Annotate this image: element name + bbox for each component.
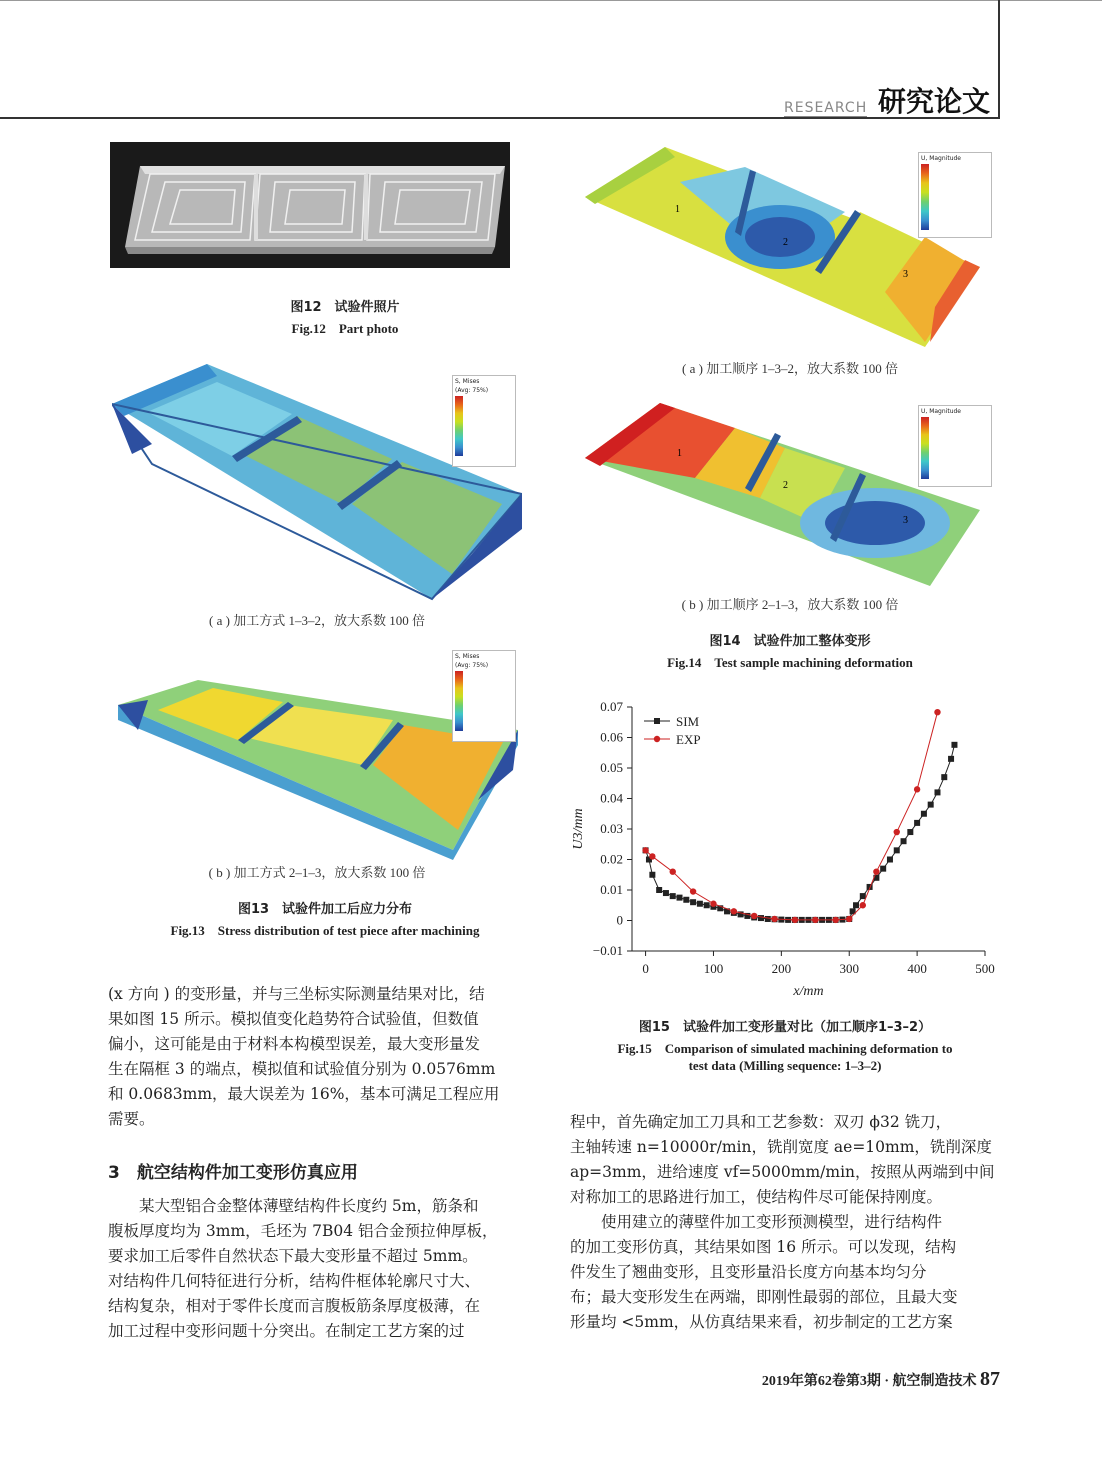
data-point-sim — [934, 789, 940, 795]
y-tick-label: 0.05 — [600, 760, 623, 775]
fig14b-legend-title: U, Magnitude — [921, 408, 961, 415]
data-point-sim — [887, 857, 893, 863]
y-tick-label: 0.02 — [600, 851, 623, 867]
body-right-line: 形量均 <5mm，从仿真结果来看，初步制定的工艺方案 — [570, 1313, 953, 1331]
data-point-sim — [683, 897, 689, 903]
data-point-exp — [792, 917, 798, 923]
x-tick-label: 100 — [703, 961, 724, 976]
fig14a-label-1: 1 — [675, 204, 680, 215]
data-point-sim — [894, 847, 900, 853]
fig14b-subcaption: ( b ) 加工顺序 2–1–3，放大系数 100 倍 — [681, 597, 899, 612]
fig14b-label-3: 3 — [903, 515, 908, 526]
data-point-exp — [812, 917, 818, 923]
data-point-sim — [853, 902, 859, 908]
body-left-line: 和 0.0683mm，最大误差为 16%，基本可满足工程应用 — [108, 1085, 500, 1103]
data-point-exp — [873, 869, 879, 875]
fig15-chart-svg — [560, 695, 1010, 1000]
data-point-sim — [941, 774, 947, 780]
data-point-exp — [670, 869, 676, 875]
y-tick-label: −0.01 — [592, 943, 623, 958]
y-tick-label: 0.01 — [600, 882, 623, 897]
body-right-text — [570, 1110, 1002, 1335]
footer-journal: 2019年第62卷第3期 · 航空制造技术 — [761, 1374, 977, 1389]
x-tick-label: 200 — [771, 961, 792, 976]
x-tick-label: 400 — [907, 961, 927, 976]
data-point-sim — [649, 872, 655, 878]
fig13-caption-en: Fig.13 Stress distribution of test piece after machining — [170, 923, 480, 938]
data-point-sim — [690, 899, 696, 905]
data-point-exp — [731, 908, 737, 914]
data-point-sim — [880, 866, 886, 872]
data-point-sim — [914, 820, 920, 826]
legend-label-sim: SIM — [676, 714, 700, 729]
data-point-exp — [710, 901, 716, 907]
fig12-photo — [110, 142, 510, 268]
section3-line: 某大型铝合金整体薄壁结构件长度约 5m，筋条和 — [108, 1197, 479, 1215]
y-tick-label: 0.07 — [600, 699, 623, 714]
y-tick-label: 0.06 — [600, 729, 623, 745]
data-point-sim — [663, 890, 669, 896]
header-research-label: RESEARCH — [784, 100, 868, 116]
data-point-sim — [677, 895, 683, 901]
data-point-sim — [704, 902, 710, 908]
top-border — [0, 0, 1102, 1]
x-tick-label: 500 — [975, 961, 995, 976]
data-point-sim — [860, 893, 866, 899]
fig13a-legend — [452, 375, 516, 467]
data-point-sim — [670, 893, 676, 899]
fig14a-label-2: 2 — [783, 237, 788, 248]
fig13a-subcaption: ( a ) 加工方式 1–3–2，放大系数 100 倍 — [209, 613, 425, 628]
fig14a-label-3: 3 — [903, 269, 908, 280]
legend-marker-sim — [654, 718, 660, 724]
section3-line: 腹板厚度均为 3mm，毛坯为 7B04 铝合金预拉伸厚板， — [108, 1222, 498, 1240]
data-point-sim — [765, 916, 771, 922]
y-tick-label: 0 — [616, 912, 623, 928]
section3-line: 加工过程中变形问题十分突出。在制定工艺方案的过 — [108, 1322, 465, 1340]
fig13b-legend-colorbar — [455, 671, 463, 731]
y-tick-label: 0.04 — [600, 790, 623, 806]
body-right-line: 件发生了翘曲变形，且变形量沿长度方向基本均匀分 — [570, 1263, 927, 1281]
x-axis-label: x/mm — [793, 984, 824, 999]
data-point-exp — [649, 853, 655, 859]
fig14a-legend-colorbar — [921, 164, 929, 230]
body-right-line: ap=3mm，进给速度 vf=5000mm/min，按照从两端到中间 — [570, 1163, 995, 1181]
data-point-exp — [751, 913, 757, 919]
body-right-line: 主轴转速 n=10000r/min，铣削宽度 ae=10mm，铣削深度 — [570, 1138, 992, 1156]
fig14b-legend — [918, 405, 992, 487]
page-footer — [710, 1368, 1000, 1391]
data-point-sim — [921, 811, 927, 817]
fig13b-legend-title: S, Mises — [455, 653, 480, 660]
body-left-text — [108, 982, 548, 1132]
fig15-caption-en-1: Fig.15 Comparison of simulated machining deformation to — [617, 1041, 953, 1056]
header-rule — [0, 117, 1000, 119]
data-point-exp — [894, 829, 900, 835]
fig13a-legend-title: S, Mises — [455, 378, 480, 385]
data-point-exp — [771, 916, 777, 922]
fig12-caption-cn: 图12 试验件照片 — [290, 300, 400, 315]
data-point-sim — [907, 829, 913, 835]
header-rule-vertical — [998, 0, 1000, 119]
section3-heading: 3 航空结构件加工变形仿真应用 — [108, 1163, 358, 1183]
data-point-exp — [934, 709, 940, 715]
data-point-exp — [860, 902, 866, 908]
data-point-exp — [846, 916, 852, 922]
y-axis-label: U3/mm — [571, 808, 586, 850]
body-left-line: 偏小，这可能是由于材料本构模型误差，最大变形量发 — [108, 1035, 481, 1053]
fig13b-subcaption: ( b ) 加工方式 2–1–3，放大系数 100 倍 — [208, 865, 426, 880]
fig14a-legend-title: U, Magnitude — [921, 155, 961, 162]
legend-marker-exp — [654, 736, 660, 742]
x-tick-label: 300 — [839, 961, 859, 976]
body-right-line: 的加工变形仿真，其结果如图 16 所示。可以发现，结构 — [570, 1238, 957, 1256]
body-left-line: 需要。 — [108, 1110, 155, 1128]
data-point-exp — [914, 786, 920, 792]
fig14a-subcaption: ( a ) 加工顺序 1–3–2，放大系数 100 倍 — [682, 361, 898, 376]
fig15-caption-en-2: test data (Milling sequence: 1–3–2) — [688, 1058, 882, 1073]
data-point-sim — [948, 756, 954, 762]
fig15-chart — [560, 695, 1010, 1000]
body-left-line: 生在隔框 3 的端点，模拟值和试验值分别为 0.0576mm — [108, 1060, 496, 1078]
fig14a-legend — [918, 152, 992, 238]
fig13a-legend-colorbar — [455, 396, 463, 456]
body-right-line: 使用建立的薄壁件加工变形预测模型，进行结构件 — [570, 1213, 943, 1231]
fig13b-legend-avg: (Avg: 75%) — [455, 662, 489, 669]
fig14b-legend-colorbar — [921, 417, 929, 479]
fig13a-legend-avg: (Avg: 75%) — [455, 387, 489, 394]
fig14b-label-2: 2 — [783, 480, 788, 491]
data-point-sim — [951, 742, 957, 748]
fig15-caption-cn: 图15 试验件加工变形量对比（加工顺序1–3–2） — [638, 1020, 932, 1035]
legend-label-exp: EXP — [676, 732, 701, 747]
fig14-caption-cn: 图14 试验件加工整体变形 — [709, 634, 871, 649]
fig13-caption-cn: 图13 试验件加工后应力分布 — [237, 902, 413, 917]
body-right-line: 程中，首先确定加工刀具和工艺参数：双刃 ϕ32 铣刀， — [570, 1113, 952, 1131]
header-title-cn: 研究论文 — [878, 85, 991, 118]
section3-line: 对结构件几何特征进行分析，结构件框体轮廓尺寸大、 — [108, 1272, 481, 1290]
data-point-sim — [656, 887, 662, 893]
section3-line: 要求加工后零件自然状态下最大变形量不超过 5mm。 — [108, 1247, 478, 1265]
body-right-line: 布；最大变形发生在两端，即刚性最弱的部位，且最大变 — [570, 1288, 958, 1306]
data-point-sim — [758, 915, 764, 921]
data-point-sim — [901, 838, 907, 844]
body-left-line: 果如图 15 所示。模拟值变化趋势符合试验值，但数值 — [108, 1010, 479, 1028]
x-tick-label: 0 — [642, 961, 649, 976]
data-point-sim — [697, 901, 703, 907]
fig12-caption-en: Fig.12 Part photo — [291, 321, 399, 336]
y-tick-label: 0.03 — [600, 821, 623, 836]
data-point-exp — [642, 847, 648, 853]
data-point-sim — [928, 802, 934, 808]
data-point-exp — [832, 917, 838, 923]
section3-line: 结构复杂，相对于零件长度而言腹板筋条厚度极薄，在 — [108, 1297, 481, 1315]
data-point-exp — [690, 888, 696, 894]
fig14-caption-en: Fig.14 Test sample machining deformation — [667, 655, 913, 670]
section3-text — [108, 1194, 548, 1344]
body-left-line: (x 方向 ) 的变形量，并与三坐标实际测量结果对比，结 — [108, 985, 485, 1003]
body-right-line: 对称加工的思路进行加工，使结构件尽可能保持刚度。 — [570, 1188, 943, 1206]
page-number: 87 — [980, 1368, 1000, 1390]
fig13b-legend — [452, 650, 516, 742]
fig14b-label-1: 1 — [677, 448, 682, 459]
